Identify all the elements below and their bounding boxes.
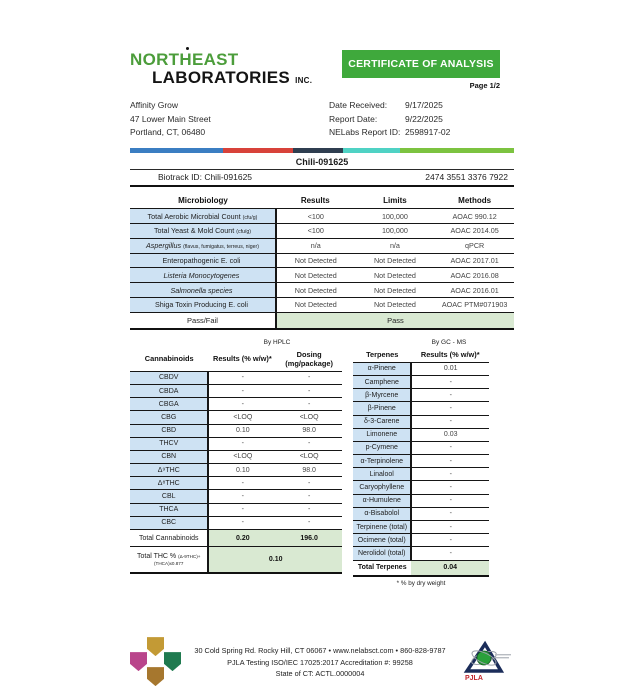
method-cell: AOAC 2016.08 xyxy=(435,268,514,283)
cannabinoid-row xyxy=(130,464,342,477)
bar-segment-navy xyxy=(293,148,343,153)
cannabinoid-row xyxy=(130,371,342,384)
result-cell: Not Detected xyxy=(276,297,355,312)
terpene-result-cell: 0.03 xyxy=(411,428,489,441)
terpenes-header-results: Results (% w/w)* xyxy=(420,349,480,359)
footer xyxy=(130,637,514,687)
analyte-name-cell: Aspergillus (flavus, fumigatus, terreus, niger) xyxy=(130,238,276,253)
cannabinoid-result-cell: - xyxy=(208,398,276,411)
terpenes-table xyxy=(353,348,489,577)
terpene-row xyxy=(353,441,489,454)
cannabinoid-row xyxy=(130,477,342,490)
total-cannabinoids-results: 0.20 xyxy=(208,530,276,547)
terpene-result-cell: - xyxy=(411,389,489,402)
terpene-result-cell: - xyxy=(411,375,489,388)
certificate-page xyxy=(130,0,514,687)
method-cell: AOAC 2016.01 xyxy=(435,283,514,298)
analytes-section xyxy=(130,339,514,587)
cannabinoid-name-cell: CBL xyxy=(130,490,208,503)
logo-word: LABORATORIES xyxy=(152,68,291,87)
method-cell: qPCR xyxy=(435,238,514,253)
cannabinoid-name-cell: THCV xyxy=(130,437,208,450)
total-cannabinoids-dosing: 196.0 xyxy=(276,530,342,547)
microbiology-row xyxy=(130,224,514,239)
terpene-row xyxy=(353,362,489,375)
thermometer-icon xyxy=(186,47,189,50)
cannabinoid-result-cell: 0.10 xyxy=(208,424,276,437)
terpene-result-cell: 0.01 xyxy=(411,362,489,375)
method-cell: AOAC PTM#071903 xyxy=(435,297,514,312)
bar-segment-teal xyxy=(343,148,400,153)
microbiology-row xyxy=(130,209,514,224)
report-date-row xyxy=(329,113,500,127)
cannabinoid-row xyxy=(130,424,342,437)
method-cell: AOAC 2014.05 xyxy=(435,224,514,239)
cannabinoid-result-cell: - xyxy=(208,490,276,503)
terpene-name-cell: α-Terpinolene xyxy=(353,455,411,468)
cannabinoids-header-dosing: Dosing (mg/package) xyxy=(285,349,333,368)
logo-text-northeast: NORTHEAST xyxy=(130,50,239,69)
total-terpenes-value: 0.04 xyxy=(411,560,489,576)
cannabinoid-dosing-cell: <LOQ xyxy=(276,450,342,463)
total-thc-value: 0.10 xyxy=(208,547,342,574)
total-thc-formula: (Δ-9THC)+(THCA)x0.877 xyxy=(154,553,201,566)
date-received-row xyxy=(329,99,500,113)
terpene-name-cell: Nerolidol (total) xyxy=(353,547,411,560)
cannabinoid-row xyxy=(130,437,342,450)
cannabinoid-dosing-cell: 98.0 xyxy=(276,464,342,477)
analyte-name-cell: Shiga Toxin Producing E. coli xyxy=(130,297,276,312)
lab-contact-block xyxy=(182,645,458,679)
report-id-row xyxy=(329,126,500,140)
microbiology-table xyxy=(130,194,514,329)
cannabinoid-dosing-cell: - xyxy=(276,371,342,384)
terpene-result-cell: - xyxy=(411,481,489,494)
terpene-result-cell: - xyxy=(411,521,489,534)
cannabinoids-table xyxy=(130,348,342,574)
result-cell: <100 xyxy=(276,224,355,239)
analyte-name-cell: Listeria Monocytogenes xyxy=(130,268,276,283)
terpene-result-cell: - xyxy=(411,547,489,560)
cannabinoid-dosing-cell: - xyxy=(276,516,342,529)
terpene-result-cell: - xyxy=(411,507,489,520)
microbiology-row xyxy=(130,297,514,312)
cannabinoid-dosing-cell: - xyxy=(276,384,342,397)
bar-segment-red xyxy=(223,148,293,153)
report-id-value: 2598917-02 xyxy=(405,127,451,138)
terpene-name-cell: Linalool xyxy=(353,468,411,481)
cannabinoid-name-cell: THCA xyxy=(130,503,208,516)
cannabinoid-dosing-cell: - xyxy=(276,490,342,503)
terpenes-column xyxy=(353,339,489,587)
biotrack-row xyxy=(130,170,514,188)
cannabinoids-header-results: Results (% w/w)* xyxy=(212,354,272,364)
result-cell: Not Detected xyxy=(276,253,355,268)
terpene-row xyxy=(353,468,489,481)
terpene-row xyxy=(353,547,489,560)
analyte-name-cell: Total Aerobic Microbial Count (cfu/g) xyxy=(130,209,276,224)
cannabinoid-dosing-cell: - xyxy=(276,398,342,411)
terpene-name-cell: Ocimene (total) xyxy=(353,534,411,547)
cannabinoid-name-cell: CBD xyxy=(130,424,208,437)
terpene-row xyxy=(353,455,489,468)
cannabinoid-row xyxy=(130,503,342,516)
badge-icon xyxy=(130,652,147,671)
result-cell: n/a xyxy=(276,238,355,253)
cannabinoid-result-cell: - xyxy=(208,516,276,529)
cannabinoid-result-cell: - xyxy=(208,477,276,490)
biotrack-value: Chili-091625 xyxy=(204,172,253,183)
microbiology-header-methods: Methods xyxy=(458,196,492,206)
cannabinoid-name-cell: CBN xyxy=(130,450,208,463)
cannabinoid-name-cell: CBC xyxy=(130,516,208,529)
terpene-row xyxy=(353,521,489,534)
certificate-of-analysis-banner: CERTIFICATE OF ANALYSIS xyxy=(342,50,500,78)
header xyxy=(130,50,514,90)
report-date-label: Report Date: xyxy=(329,113,378,124)
badge-icon xyxy=(147,637,164,656)
analyte-name-cell: Enteropathogenic E. coli xyxy=(130,253,276,268)
cannabinoid-row xyxy=(130,490,342,503)
cannabinoid-name-cell: Δ⁸THC xyxy=(130,477,208,490)
terpene-row xyxy=(353,375,489,388)
terpene-name-cell: α-Humulene xyxy=(353,494,411,507)
cannabinoid-row xyxy=(130,384,342,397)
terpene-name-cell: β-Pinene xyxy=(353,402,411,415)
client-city: Portland, CT, 06480 xyxy=(130,127,206,138)
total-thc-label: Total THC % (Δ-9THC)+(THCA)x0.877 xyxy=(130,547,208,574)
cannabinoid-result-cell: <LOQ xyxy=(208,450,276,463)
logo-inc-suffix: INC. xyxy=(295,76,313,85)
terpene-row xyxy=(353,428,489,441)
biotrack-id xyxy=(158,172,252,182)
svg-text:PJLA: PJLA xyxy=(465,674,483,682)
result-cell: <100 xyxy=(276,209,355,224)
terpene-result-cell: - xyxy=(411,494,489,507)
cannabinoid-row xyxy=(130,398,342,411)
cannabinoid-dosing-cell: 98.0 xyxy=(276,424,342,437)
cannabinoid-dosing-cell: <LOQ xyxy=(276,411,342,424)
result-cell: Not Detected xyxy=(276,268,355,283)
terpene-name-cell: Camphene xyxy=(353,375,411,388)
passfail-label: Pass/Fail xyxy=(130,312,276,329)
microbiology-header-limits: Limits xyxy=(383,196,407,206)
accreditation-badges-icon xyxy=(130,637,182,687)
report-date-value: 9/22/2025 xyxy=(405,113,443,124)
cannabinoid-name-cell: Δ⁹THC xyxy=(130,464,208,477)
terpene-name-cell: α-Pinene xyxy=(353,362,411,375)
terpene-row xyxy=(353,534,489,547)
cannabinoid-dosing-cell: - xyxy=(276,437,342,450)
terpene-name-cell: Limonene xyxy=(353,428,411,441)
terpene-name-cell: β-Myrcene xyxy=(353,389,411,402)
microbiology-row xyxy=(130,253,514,268)
limit-cell: Not Detected xyxy=(355,253,436,268)
northeast-laboratories-logo xyxy=(130,50,312,88)
terpene-result-cell: - xyxy=(411,402,489,415)
cannabinoid-result-cell: - xyxy=(208,437,276,450)
terpene-name-cell: Terpinene (total) xyxy=(353,521,411,534)
cannabinoids-header-title: Cannabinoids xyxy=(144,354,194,364)
terpenes-header-title: Terpenes xyxy=(366,349,399,359)
date-received-label: Date Received: xyxy=(329,100,388,110)
terpene-row xyxy=(353,481,489,494)
microbiology-row xyxy=(130,268,514,283)
limit-cell: 100,000 xyxy=(355,209,436,224)
cannabinoid-result-cell: <LOQ xyxy=(208,411,276,424)
limit-cell: n/a xyxy=(355,238,436,253)
passfail-row xyxy=(130,312,514,329)
client-address-block xyxy=(130,99,211,140)
cannabinoids-header xyxy=(130,348,342,372)
page-number: Page 1/2 xyxy=(469,81,500,90)
badge-icon xyxy=(147,667,164,686)
total-cannabinoids-row xyxy=(130,530,342,547)
terpene-row xyxy=(353,389,489,402)
hplc-method-note: By HPLC xyxy=(263,338,291,346)
cannabinoid-name-cell: CBGA xyxy=(130,398,208,411)
total-terpenes-label: Total Terpenes xyxy=(353,560,411,576)
report-id-label: NELabs Report ID: xyxy=(329,127,401,138)
analyte-name-cell: Total Yeast & Mold Count (cfu/g) xyxy=(130,224,276,239)
terpene-result-cell: - xyxy=(411,455,489,468)
client-street: 47 Lower Main Street xyxy=(130,113,211,124)
limit-cell: Not Detected xyxy=(355,283,436,298)
terpene-name-cell: δ-3-Carene xyxy=(353,415,411,428)
client-name: Affinity Grow xyxy=(130,100,179,110)
passfail-value: Pass xyxy=(276,312,514,329)
lab-address-line: 30 Cold Spring Rd. Rocky Hill, CT 06067 • www.nelabsct.com • 860-828-9787 xyxy=(194,646,446,656)
terpene-row xyxy=(353,402,489,415)
cannabinoid-result-cell: 0.10 xyxy=(208,464,276,477)
pjla-logo-icon xyxy=(458,638,514,687)
terpene-result-cell: - xyxy=(411,534,489,547)
limit-cell: 100,000 xyxy=(355,224,436,239)
accreditation-line: PJLA Testing ISO/IEC 17025:2017 Accreditation #: 99258 xyxy=(227,657,413,667)
result-cell: Not Detected xyxy=(276,283,355,298)
state-license-line: State of CT: ACTL.0000004 xyxy=(275,668,365,678)
biotrack-label: Biotrack ID: xyxy=(158,172,202,183)
microbiology-header-results: Results xyxy=(300,196,330,206)
badge-icon xyxy=(164,652,181,671)
terpene-row xyxy=(353,415,489,428)
cannabinoids-column xyxy=(130,339,342,574)
total-thc-row xyxy=(130,547,342,574)
cannabinoid-name-cell: CBG xyxy=(130,411,208,424)
cannabinoid-dosing-cell: - xyxy=(276,477,342,490)
banner-column xyxy=(342,50,500,90)
cannabinoid-name-cell: CBDA xyxy=(130,384,208,397)
logo-text-laboratories xyxy=(152,68,312,88)
cannabinoid-row xyxy=(130,516,342,529)
terpene-row xyxy=(353,507,489,520)
dry-weight-footnote: * % by dry weight xyxy=(396,580,446,588)
terpenes-header xyxy=(353,348,489,363)
terpene-name-cell: p-Cymene xyxy=(353,441,411,454)
method-cell: AOAC 2017.01 xyxy=(435,253,514,268)
cannabinoid-row xyxy=(130,450,342,463)
cannabinoid-name-cell: CBDV xyxy=(130,371,208,384)
brand-color-bar xyxy=(130,148,514,153)
terpene-name-cell: α-Bisabolol xyxy=(353,507,411,520)
gcms-method-note: By GC - MS xyxy=(431,338,467,346)
terpene-result-cell: - xyxy=(411,468,489,481)
limit-cell: Not Detected xyxy=(355,297,436,312)
microbiology-header-title: Microbiology xyxy=(178,196,228,206)
cannabinoid-dosing-cell: - xyxy=(276,503,342,516)
bar-segment-green xyxy=(400,148,514,153)
report-meta-block xyxy=(329,99,500,140)
terpene-name-cell: Caryophyllene xyxy=(353,481,411,494)
microbiology-row xyxy=(130,238,514,253)
cannabinoid-result-cell: - xyxy=(208,503,276,516)
analyte-name-cell: Salmonella species xyxy=(130,283,276,298)
cannabinoid-row xyxy=(130,411,342,424)
date-received-value: 9/17/2025 xyxy=(405,100,443,110)
limit-cell: Not Detected xyxy=(355,268,436,283)
total-terpenes-row xyxy=(353,560,489,576)
bar-segment-blue xyxy=(130,148,223,153)
microbiology-row xyxy=(130,283,514,298)
method-cell: AOAC 990.12 xyxy=(435,209,514,224)
terpene-row xyxy=(353,494,489,507)
sample-name: Chili-091625 xyxy=(130,157,514,170)
microbiology-header xyxy=(130,194,514,209)
cannabinoid-result-cell: - xyxy=(208,384,276,397)
barcode-number: 2474 3551 3376 7922 xyxy=(425,172,508,183)
info-row xyxy=(130,99,514,140)
cannabinoid-result-cell: - xyxy=(208,371,276,384)
terpene-result-cell: - xyxy=(411,415,489,428)
total-cannabinoids-label: Total Cannabinoids xyxy=(130,530,208,547)
terpene-result-cell: - xyxy=(411,441,489,454)
